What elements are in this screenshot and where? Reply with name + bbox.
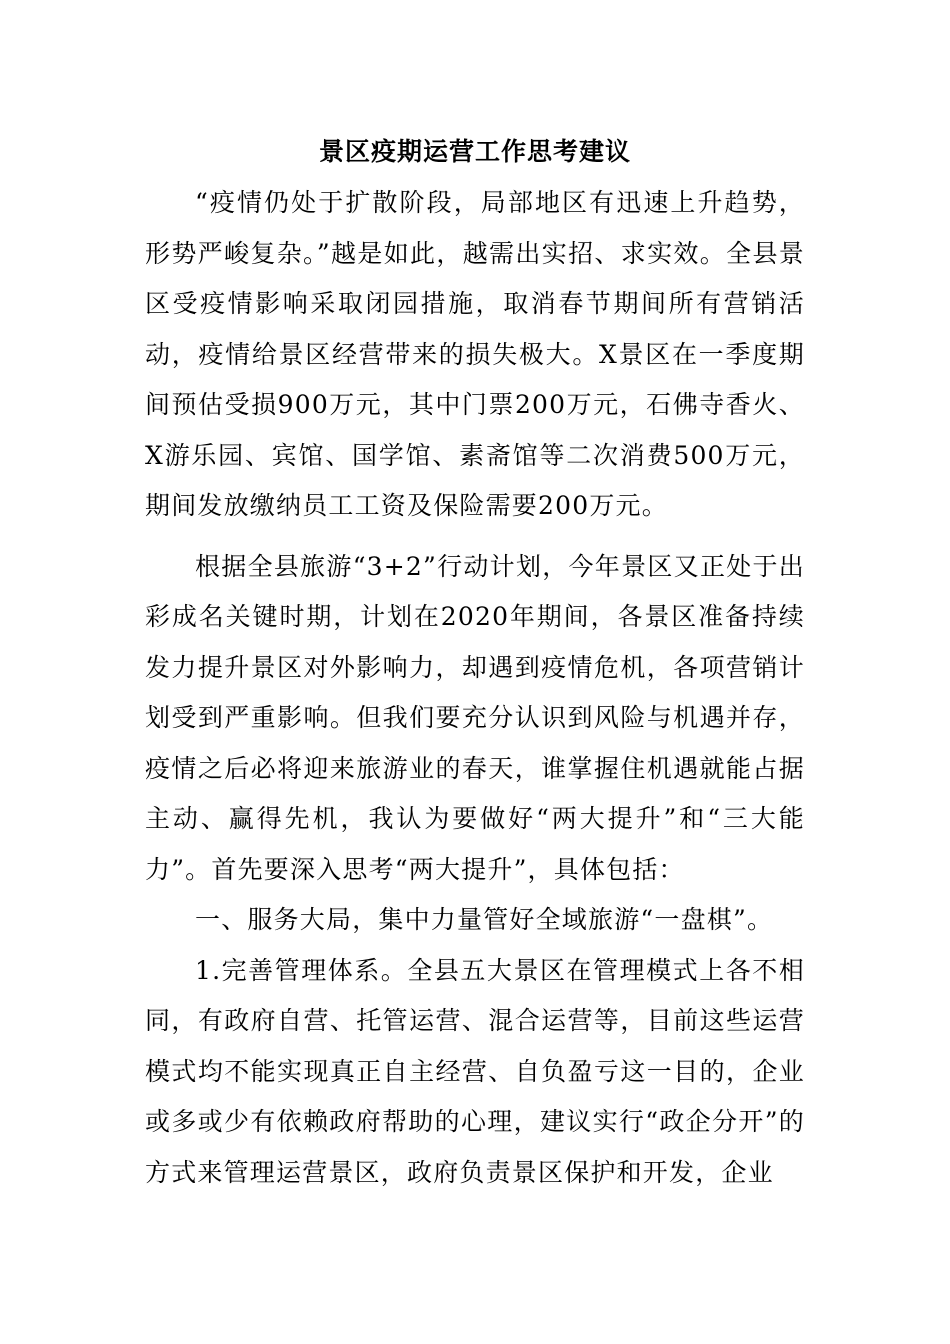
section-heading-1: 一、服务大局，集中力量管好全域旅游“一盘棋”。 xyxy=(195,905,774,934)
paragraph-impact: “疫情仍处于扩散阶段，局部地区有迅速上升趋势，形势严峻复杂。”越是如此，越需出实招、求实效。全县景区受疫情影响采取闭园措施，取消春节期间所有营销活动，疫情给景区经营带来的损失极大。X景区在一季度期间预估受损900万元，其中门票200万元，石佛寺香火、X游乐园、宾馆、国学馆、素斋馆等二次消费500万元，期间发放缴纳员工工资及保险需要200万元。 xyxy=(145,188,805,520)
document-title: 景区疫期运营工作思考建议 xyxy=(318,137,631,166)
paragraph-management: 1.完善管理体系。全县五大景区在管理模式上各不相同，有政府自营、托管运营、混合运营等，目前这些运营模式均不能实现真正自主经营、自负盈亏这一目的，企业或多或少有依赖政府帮助的心理，建议实行“政企分开”的方式来管理运营景区，政府负责景区保护和开发，企业 xyxy=(145,955,805,1187)
document-page xyxy=(145,130,805,1198)
paragraph-plan: 根据全县旅游“3+2”行动计划，今年景区又正处于出彩成名关键时期，计划在2020年期间，各景区准备持续发力提升景区对外影响力，却遇到疫情危机，各项营销计划受到严重影响。但我们要充分认识到风险与机遇并存，疫情之后必将迎来旅游业的春天，谁掌握住机遇就能占据主动、赢得先机，我认为要做好“两大提升”和“三大能力”。首先要深入思考“两大提升”，具体包括： xyxy=(145,551,805,884)
paragraph-gap xyxy=(145,532,805,542)
